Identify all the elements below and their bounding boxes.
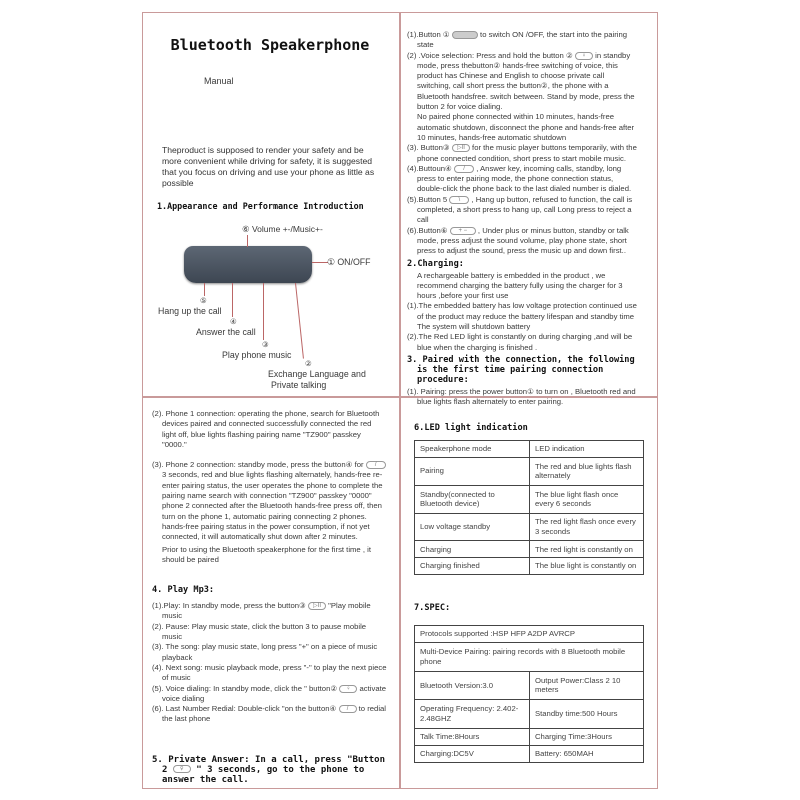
phone-icon: / [366,461,386,469]
leader-line [232,283,233,317]
table-row: Pairing The red and blue lights flash alternately [415,457,644,485]
table-row: Speakerphone mode LED indication [415,441,644,458]
table-row: Protocols supported :HSP HFP A2DP AVRCP [415,626,644,643]
table-row: Talk Time:8Hours Charging Time:3Hours [415,728,644,745]
list-item: (3). The song: play music state, long press "+" on a piece of music playback [152,642,378,662]
plus-minus-icon: + − [450,227,476,235]
table-row: Charging finished The blue light is constantly on [415,558,644,575]
table-row: Standby(connected to Bluetooth device) The blue light flash once every 6 seconds [415,485,644,513]
label-volume: ⑥ Volume +-/Music+- [242,224,323,234]
label-on-off: ① ON/OFF [327,257,371,267]
section-6-heading: 6.LED light indication [414,423,528,433]
mic-icon: ♀ [173,765,191,773]
label-play: Play phone music [222,350,292,360]
list-item: (1).The embedded battery has low voltage protection continued use of the product may reduce the battery lifespan and standby time The system will shutdown battery [407,301,637,332]
section-4-heading: 4. Play Mp3: [152,585,215,596]
power-switch-icon [452,31,478,39]
buttons-list [407,30,640,408]
phone-icon: / [454,165,474,173]
section-2-heading: 2.Charging: [407,258,464,269]
table-row: Low voltage standby The red light flash once every 3 seconds [415,513,644,541]
list-item: (1).Play: In standby mode, press the button③ ▷II "Play mobile music [152,601,371,621]
table-row: Bluetooth Version:3.0 Output Power:Class 2 10 meters [415,671,644,699]
label-exchange-2: Private talking [271,380,327,390]
section-7-heading: 7.SPEC: [414,603,451,613]
spec-table [414,625,644,763]
list-item: (2). Phone 1 connection: operating the phone, search for Bluetooth devices paired and connected successfully connected the red light off, blue lights flashing pairing name "TZ900" passkey "0000." [152,409,380,449]
label-5: ⑤ [200,296,207,305]
label-2: ② [305,359,312,368]
label-3: ③ [262,340,269,349]
list-item: (2).The Red LED light is constantly on during charging ,and will be blue when the charging is finished . [407,332,633,352]
note: hands-free pairing status in the power consumption, if not yet connected, it will automatically shut down after 2 minutes. [162,521,370,542]
section-1-heading: 1.Appearance and Performance Introduction [157,201,364,211]
table-row: Operating Frequency: 2.402-2.48GHZ Standby time:500 Hours [415,700,644,728]
list-item: (1). Pairing: press the power button① to turn on , Bluetooth red and blue lights flash alternately to enter pairing. [407,386,636,407]
section-3-heading: 3. Paired with the connection, the following is the first time pairing connection procedure: [407,354,635,385]
leader-line [312,262,328,263]
intro-text: Theproduct is supposed to render your safety and be more convenient while driving for safety, it is suggested that you focus on driving and use your phone as little as possible [162,145,375,188]
manual-label: Manual [204,76,234,86]
table-row: Charging:DC5V Battery: 650MAH [415,745,644,762]
mic-icon: ♀ [339,685,357,693]
charging-intro: A rechargeable battery is embedded in the product , we recommend charging the battery fully using the charger for 3 hours ,before your first use [417,270,623,301]
list-item: (3). Button③ ▷II for the music player buttons temporarily, with the phone connected condition, short press to start mobile music. [407,143,637,163]
list-item: (4). Next song: music playback mode, press "-" to play the next piece of music [152,662,387,683]
label-answer: Answer the call [196,327,256,337]
mic-icon: ♀ [575,52,593,60]
play-icon: ▷II [452,144,470,152]
leader-line [247,235,248,247]
phone-icon: / [339,705,357,713]
list-item: (6).Button⑥ + − , Under plus or minus button, standby or talk mode, press adjust the sound volume, play phone state, short press to adjust the sound, press the music up and down first.. [407,225,629,256]
label-4: ④ [230,317,237,326]
play-icon: ▷II [308,602,326,610]
list-item: No paired phone connected within 10 minutes, hands-free automatic shutdown, disconnect the phone and hands-free after 10 minutes, hands-free automatic shutdown [417,112,635,142]
list-item: (2). Pause: Play music state, click the button 3 to pause mobile music [152,621,367,642]
list-item: (6). Last Number Redial: Double-click "on the button④ / to redial the last phone [152,704,387,724]
page-title: Bluetooth Speakerphone [170,36,370,54]
pairing-list [152,409,387,785]
table-row: Multi-Device Pairing: pairing records with 8 Bluetooth mobile phone [415,643,644,671]
list-item: (5). Voice dialing: In standby mode, click the " button② ♀ activate voice dialing [152,683,387,703]
table-row: Charging The red light is constantly on [415,541,644,558]
speakerphone-image [184,246,312,283]
hangup-icon: \ [449,196,469,204]
list-item: (2) .Voice selection: Press and hold the button ② ♀ in standby mode, press thebutton② hands-free switching of voice, this product has Chinese and English to choose private call switching, call short press the button②, the phone with a Bluetooth handsfree. switch between. Stand by mode, press the button 2 for voice dialing. [407,50,635,112]
leader-line [263,283,264,340]
label-exchange-1: Exchange Language and [268,369,366,379]
list-item: (4).Buttoun④ / , Answer key, incoming calls, standby, long press to enter pairing mode, the phone connection status, double-click the phone back to the last dialed number is dialed. [407,163,632,194]
section-5-heading: 5. Private Answer: In a call, press "Button 2 ♀ " 3 seconds, go to the phone to answer the call. [152,754,385,785]
led-table [414,440,644,575]
label-hang-up: Hang up the call [158,306,222,316]
list-item: (1).Button ① to switch ON /OFF, the start into the pairing state [407,30,628,50]
leader-line [204,283,205,296]
list-item: (5).Button 5 \ , Hang up button, refused to function, the call is completed, a short press to hang up, call Long press to reject a call [407,194,633,225]
note: Prior to using the Bluetooth speakerphone for the first time , it should be paired [162,544,371,564]
list-item: (3). Phone 2 connection: standby mode, press the button④ for / 3 seconds, red and blue lights flashing alternately, hands-free re-enter pairing status, the user operates the phone to complete the pairing name search with connection "TZ900" passkey "0000" phone 2 connected after the Bluetooth hands-free press off, then turn on the phone 1, automatic pairing connecting 2 phones. [152,460,387,522]
